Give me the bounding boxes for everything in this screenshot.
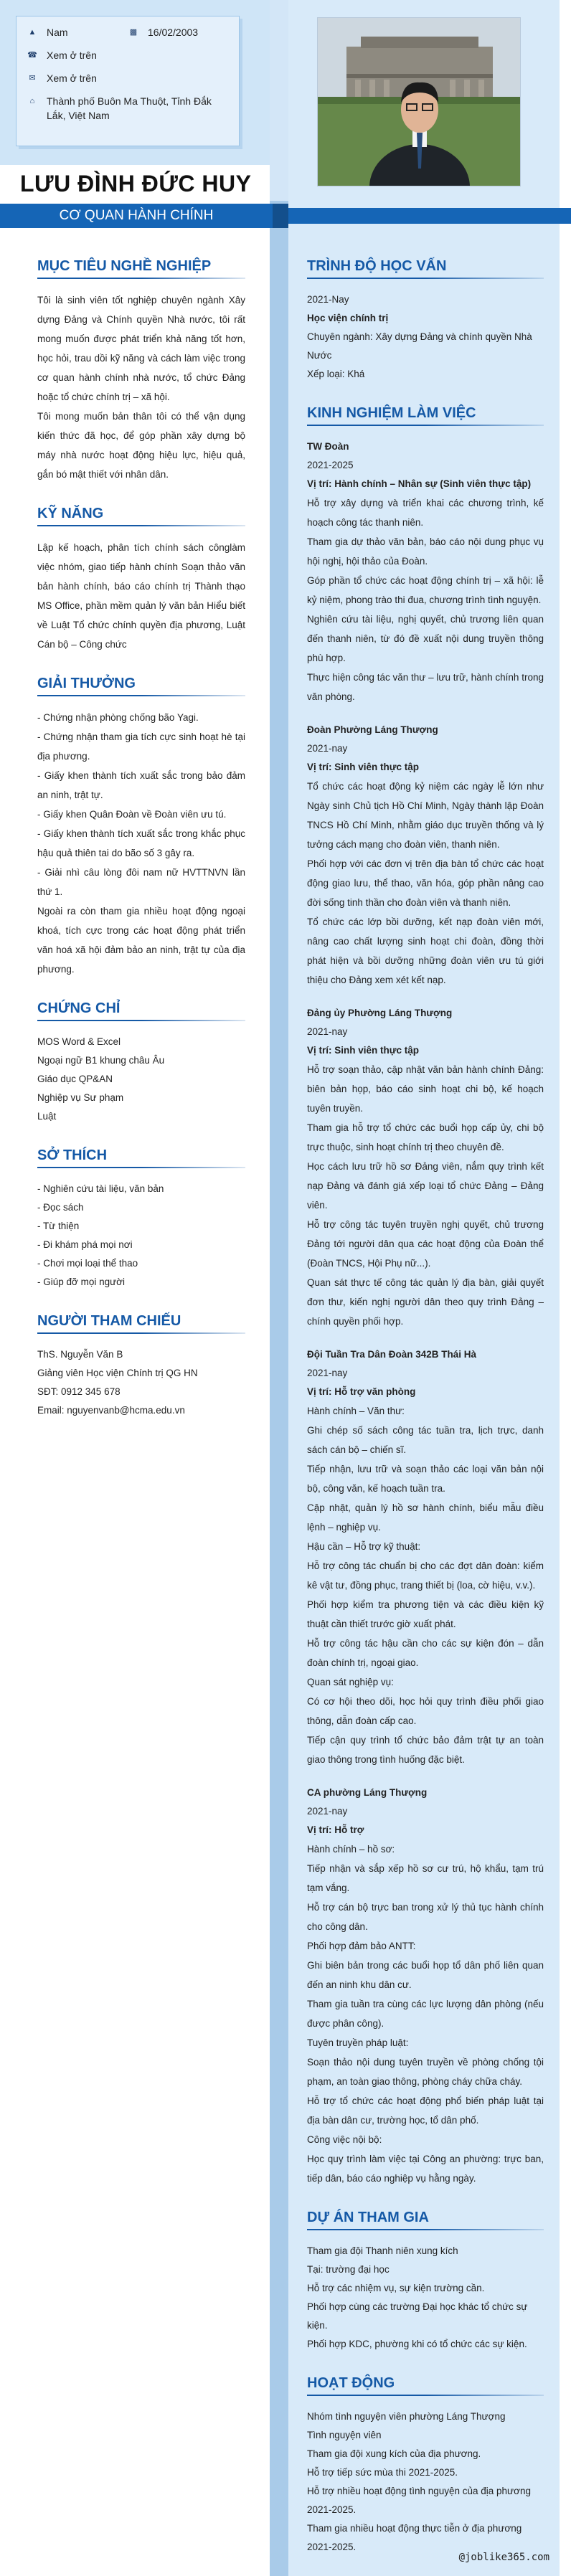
- job-list: [307, 437, 544, 2188]
- hobby-item: - Từ thiện: [37, 1221, 80, 1231]
- contact-box: [16, 16, 240, 146]
- activity-item: Tình nguyện viên: [307, 2430, 382, 2440]
- reference-position: Giảng viên Học viện Chính trị QG HN: [37, 1368, 198, 1378]
- email-icon: ✉: [29, 74, 36, 82]
- section-title: MỤC TIÊU NGHỀ NGHIỆP: [37, 258, 245, 279]
- award-item: - Giải nhì câu lòng đôi nam nữ HVTTNVN lần thứ 1.: [37, 867, 245, 897]
- education-major: Chuyên ngành: Xây dựng Đảng và chính quyền Nhà Nước: [307, 331, 532, 361]
- award-item: Ngoài ra còn tham gia nhiều hoạt động ngoại khoá, tích cực trong các hoạt động phát triển văn hoá xã hội đảm bảo an ninh, trật tự của địa phương.: [37, 906, 245, 975]
- right-column: [307, 258, 544, 2576]
- hobby-item: - Đi khám phá mọi nơi: [37, 1239, 133, 1250]
- hobby-item: - Chơi mọi loại thể thao: [37, 1258, 138, 1269]
- award-item: - Chứng nhận tham gia tích cực sinh hoạt hè tại địa phương.: [37, 731, 245, 762]
- education-period: 2021-Nay: [307, 294, 349, 305]
- cert-item: MOS Word & Excel: [37, 1036, 121, 1047]
- job-detail: Hỗ trợ tổ chức các hoạt động phổ biến pháp luật tại địa bàn dân cư, trường học, tổ dân phố.: [307, 2096, 544, 2126]
- job-detail: Hành chính – Văn thư:: [307, 1406, 405, 1416]
- project-item: Hỗ trợ các nhiệm vụ, sự kiện trường cần.: [307, 2283, 485, 2293]
- job-organization: TW Đoàn: [307, 441, 349, 452]
- education-rank: Xếp loại: Khá: [307, 369, 365, 379]
- job-detail: Hỗ trợ công tác hậu cần cho các sự kiện đón – dẫn đoàn chính trị, ngoại giao.: [307, 1638, 544, 1668]
- section-title: TRÌNH ĐỘ HỌC VẤN: [307, 258, 544, 279]
- job-detail: Quan sát nghiệp vụ:: [307, 1677, 394, 1687]
- job-detail: Phối hợp đảm bảo ANTT:: [307, 1941, 416, 1951]
- job-detail: Tiếp cận quy trình tổ chức bảo đảm trật tự an toàn giao thông trong tình huống đặc biệt.: [307, 1735, 544, 1765]
- job-detail: Công việc nội bộ:: [307, 2134, 382, 2145]
- section-title: DỰ ÁN THAM GIA: [307, 2210, 544, 2230]
- watermark-link[interactable]: @joblike365.com: [458, 2552, 549, 2563]
- job-detail: Học cách lưu trữ hồ sơ Đảng viên, nắm quy trình kết nạp Đảng và đánh giá xếp loại tổ chức Đảng – Đảng viên.: [307, 1161, 544, 1211]
- cert-item: Ngoại ngữ B1 khung châu Âu: [37, 1055, 165, 1066]
- cert-item: Luật: [37, 1111, 57, 1122]
- hobby-item: - Giúp đỡ mọi người: [37, 1277, 126, 1287]
- left-column: [37, 258, 245, 1441]
- job-organization: Đảng ủy Phường Láng Thượng: [307, 1008, 453, 1018]
- section-title: NGƯỜI THAM CHIẾU: [37, 1313, 245, 1334]
- contact-row-address: [27, 94, 229, 123]
- awards-section: [37, 676, 245, 979]
- job-role: Vị trí: Hỗ trợ: [307, 1824, 364, 1835]
- hobby-item: - Đọc sách: [37, 1202, 84, 1213]
- job-detail: Nghiên cứu tài liệu, nghị quyết, chủ trương liên quan đến thanh niên, từ đó đề xuất nội dung truyền thông phù hợp.: [307, 614, 544, 663]
- job-detail: Tham gia tuần tra cùng các lực lượng dân phòng (nếu được phân công).: [307, 1999, 544, 2029]
- award-item: - Giấy khen thành tích xuất sắc trong bảo đảm an ninh, trật tự.: [37, 770, 245, 800]
- hobby-item: - Nghiên cứu tài liệu, văn bản: [37, 1183, 164, 1194]
- calendar-icon: ▩: [129, 28, 138, 37]
- contact-row-email: [27, 71, 229, 85]
- title-band-right: [288, 208, 571, 224]
- experience-section: [307, 405, 544, 2188]
- phone-value: Xem ở trên: [47, 49, 97, 61]
- birthdate-value: 16/02/2003: [148, 27, 199, 38]
- job-detail: Hỗ trợ soạn thảo, cập nhật văn bản hành chính Đảng: biên bản họp, báo cáo sinh hoạt chi bộ, kế hoạch tuyên truyền.: [307, 1064, 544, 1114]
- award-item: - Giấy khen thành tích xuất sắc trong khắc phục hậu quả thiên tai do bão số 3 gây ra.: [37, 828, 245, 858]
- section-title: GIẢI THƯỞNG: [37, 676, 245, 696]
- certs-section: [37, 1000, 245, 1126]
- job-organization: Đoàn Phường Láng Thượng: [307, 724, 438, 735]
- job-detail: Tuyên truyền pháp luật:: [307, 2037, 409, 2048]
- job-entry: [307, 1345, 544, 1769]
- job-detail: Góp phần tổ chức các hoạt động chính trị – xã hội: lễ kỷ niệm, phong trào thi đua, chương trình tình nguyện.: [307, 575, 544, 605]
- gender-icon: ▲: [28, 28, 37, 37]
- contact-row-phone: [27, 48, 229, 62]
- job-detail: Tổ chức các lớp bồi dưỡng, kết nạp đoàn viên mới, nâng cao chất lượng sinh hoạt chi đoàn, đồng thời phát hiện và bồi dưỡng những đoàn viên ưu tú giới thiệu cho Đảng xem xét kết nạp.: [307, 917, 544, 985]
- job-detail: Ghi biên bản trong các buổi họp tổ dân phố liên quan đến an ninh khu dân cư.: [307, 1960, 544, 1990]
- project-item: Phối hợp KDC, phường khi có tổ chức các sự kiện.: [307, 2339, 527, 2349]
- cert-item: Giáo dục QP&AN: [37, 1074, 113, 1084]
- education-section: [307, 258, 544, 384]
- job-title: CƠ QUAN HÀNH CHÍNH: [0, 204, 273, 228]
- left-rail-dark: [270, 201, 288, 2576]
- job-detail: Ghi chép số sách công tác tuần tra, lịch trực, danh sách cán bộ – chiến sĩ.: [307, 1425, 544, 1455]
- section-title: CHỨNG CHỈ: [37, 1000, 245, 1021]
- reference-phone: SĐT: 0912 345 678: [37, 1386, 121, 1397]
- job-role: Vị trí: Hành chính – Nhân sự (Sinh viên thực tập): [307, 478, 532, 489]
- gender-value: Nam: [47, 27, 68, 38]
- job-detail: Thực hiện công tác văn thư – lưu trữ, hành chính trong văn phòng.: [307, 672, 544, 702]
- job-detail: Quan sát thực tế công tác quản lý địa bàn, giải quyết đơn thư, kiến nghị người dân theo quy trình Đảng – chính quyền phối hợp.: [307, 1277, 544, 1327]
- skills-section: [37, 506, 245, 654]
- section-title: KINH NGHIỆM LÀM VIỆC: [307, 405, 544, 426]
- job-detail: Học quy trình làm việc tại Công an phường: trực ban, tiếp dân, báo cáo nghiệp vụ hằng ngày.: [307, 2154, 544, 2184]
- cert-item: Nghiệp vụ Sư phạm: [37, 1092, 124, 1103]
- job-entry: [307, 721, 544, 990]
- job-detail: Hỗ trợ công tác tuyên truyền nghị quyết, chủ trương Đảng tới người dân qua các hoạt động của Đoàn thể (Đoàn TNCS, Hội Phụ nữ...).: [307, 1219, 544, 1269]
- section-title: SỞ THÍCH: [37, 1147, 245, 1168]
- job-entry: [307, 437, 544, 706]
- job-detail: Tham gia dự thảo văn bản, báo cáo nội dung phục vụ hội nghị, hội thảo của Đoàn.: [307, 536, 544, 567]
- job-entry: [307, 1784, 544, 2188]
- phone-icon: ☎: [27, 51, 37, 60]
- job-organization: CA phường Láng Thượng: [307, 1787, 428, 1798]
- job-period: 2021-2025: [307, 460, 354, 470]
- project-item: Tại: trường đại học: [307, 2264, 390, 2275]
- award-item: - Chứng nhận phòng chống bão Yagi.: [37, 712, 199, 723]
- job-role: Vị trí: Hỗ trợ văn phòng: [307, 1386, 416, 1397]
- job-detail: Soạn thảo nội dung tuyên truyền về phòng chống tội phạm, an toàn giao thông, phòng cháy chữa cháy.: [307, 2057, 544, 2087]
- section-title: KỸ NĂNG: [37, 506, 245, 526]
- job-detail: Có cơ hội theo dõi, học hỏi quy trình điều phối giao thông, dẫn đoàn cấp cao.: [307, 1696, 544, 1726]
- award-item: - Giấy khen Quân Đoàn về Đoàn viên ưu tú.: [37, 809, 227, 820]
- home-icon: ⌂: [29, 97, 35, 105]
- job-role: Vị trí: Sinh viên thực tập: [307, 1045, 420, 1056]
- profile-photo: [317, 17, 521, 186]
- profile-photo-illustration: [318, 18, 521, 186]
- hobbies-section: [37, 1147, 245, 1292]
- objective-text-2: Tôi mong muốn bản thân tôi có thể vận dụng kiến thức đã học, để góp phần xây dựng bộ máy nhà nước hoạt động hiệu lực, hiệu quả, gắn bó mật thiết với nhân dân.: [37, 411, 245, 480]
- project-item: Phối hợp cùng các trường Đại học khác tổ chức sự kiện.: [307, 2301, 528, 2331]
- job-detail: Tiếp nhận và sắp xếp hồ sơ cư trú, hộ khẩu, tạm trú tạm vắng.: [307, 1863, 544, 1893]
- job-organization: Đội Tuần Tra Dân Đoàn 342B Thái Hà: [307, 1349, 477, 1360]
- email-value: Xem ở trên: [47, 72, 97, 84]
- job-detail: Hành chính – hồ sơ:: [307, 1844, 395, 1855]
- job-detail: Hỗ trợ xây dựng và triển khai các chương trình, kế hoạch công tác thanh niên.: [307, 498, 544, 528]
- job-detail: Phối hợp với các đơn vị trên địa bàn tổ chức các hoạt động giao lưu, thể thao, văn hóa, góp phần nâng cao đời sống tinh thần cho đoàn viên và thanh niên.: [307, 858, 544, 908]
- contact-row-gender-birthday: [27, 25, 229, 39]
- job-detail: Tham gia hỗ trợ tổ chức các buổi họp cấp ủy, chi bộ trực thuộc, sinh hoạt chính trị theo chuyên đề.: [307, 1122, 544, 1152]
- reference-section: [37, 1313, 245, 1420]
- right-margin: [560, 0, 571, 2576]
- job-detail: Hỗ trợ công tác chuẩn bị cho các đợt dân đoàn: kiểm kê vật tư, đồng phục, trang thiết bị (loa, cờ hiệu, v.v.).: [307, 1561, 544, 1591]
- job-period: 2021-nay: [307, 1026, 348, 1037]
- activity-item: Tham gia đội xung kích của địa phương.: [307, 2448, 481, 2459]
- job-detail: Phối hợp kiểm tra phương tiện và các điều kiện kỹ thuật cần thiết trước giờ xuất phát.: [307, 1599, 544, 1629]
- education-school: Học viện chính trị: [307, 313, 389, 323]
- address-value: Thành phố Buôn Ma Thuột, Tỉnh Đắk Lắk, Việt Nam: [47, 95, 212, 121]
- reference-name: ThS. Nguyễn Văn B: [37, 1349, 123, 1360]
- activity-item: Tham gia nhiều hoạt động thực tiễn ở địa phương 2021-2025.: [307, 2523, 522, 2552]
- objective-section: [37, 258, 245, 484]
- activities-section: [307, 2375, 544, 2557]
- job-detail: Cập nhật, quản lý hồ sơ hành chính, biểu mẫu điều lệnh – nghiệp vụ.: [307, 1502, 544, 1533]
- job-detail: Tổ chức các hoạt động kỷ niệm các ngày lễ lớn như Ngày sinh Chủ tịch Hồ Chí Minh, Ngày thành lập Đoàn TNCS Hồ Chí Minh, nhằm giáo dục truyền thống và lý tưởng cách mạng cho đoàn viên, thanh niên.: [307, 781, 544, 850]
- activity-item: Hỗ trợ tiếp sức mùa thi 2021-2025.: [307, 2467, 458, 2478]
- job-period: 2021-nay: [307, 743, 348, 754]
- activity-item: Hỗ trợ nhiều hoạt động tình nguyện của địa phương 2021-2025.: [307, 2486, 531, 2515]
- section-title: HOẠT ĐỘNG: [307, 2375, 544, 2396]
- skills-text: Lập kế hoạch, phân tích chính sách cônglàm việc nhóm, giao tiếp hành chính Soạn thảo văn bản hành chính, báo cáo chính trị Thành thạo MS Office, phần mềm quản lý văn bản Hiểu biết về Luật Tổ chức chính quyền địa phương, Luật Cán bộ – Công chức: [37, 542, 245, 650]
- objective-text-1: Tôi là sinh viên tốt nghiệp chuyên ngành Xây dựng Đảng và Chính quyền Nhà nước, tôi rất mong muốn được phát triển khả năng tốt hơn, học hỏi, trau dồi kỹ năng và cách làm việc trong cơ quan hành chính nhà nước, tổ chức Đảng hoặc tổ chức chính trị – xã hội.: [37, 295, 245, 402]
- job-detail: Tiếp nhận, lưu trữ và soạn thảo các loại văn bản nội bộ, công văn, kế hoạch tuần tra.: [307, 1464, 544, 1494]
- job-detail: Hậu cần – Hỗ trợ kỹ thuật:: [307, 1541, 421, 1552]
- job-entry: [307, 1004, 544, 1331]
- job-detail: Hỗ trợ cán bộ trực ban trong xử lý thủ tục hành chính cho công dân.: [307, 1902, 544, 1932]
- project-item: Tham gia đội Thanh niên xung kích: [307, 2245, 458, 2256]
- projects-section: [307, 2210, 544, 2354]
- activity-item: Nhóm tình nguyện viên phường Láng Thượng: [307, 2411, 506, 2422]
- job-period: 2021-nay: [307, 1368, 348, 1378]
- job-period: 2021-nay: [307, 1806, 348, 1817]
- full-name: LƯU ĐÌNH ĐỨC HUY: [20, 171, 252, 196]
- reference-email: Email: nguyenvanb@hcma.edu.vn: [37, 1405, 185, 1416]
- job-role: Vị trí: Sinh viên thực tập: [307, 762, 420, 772]
